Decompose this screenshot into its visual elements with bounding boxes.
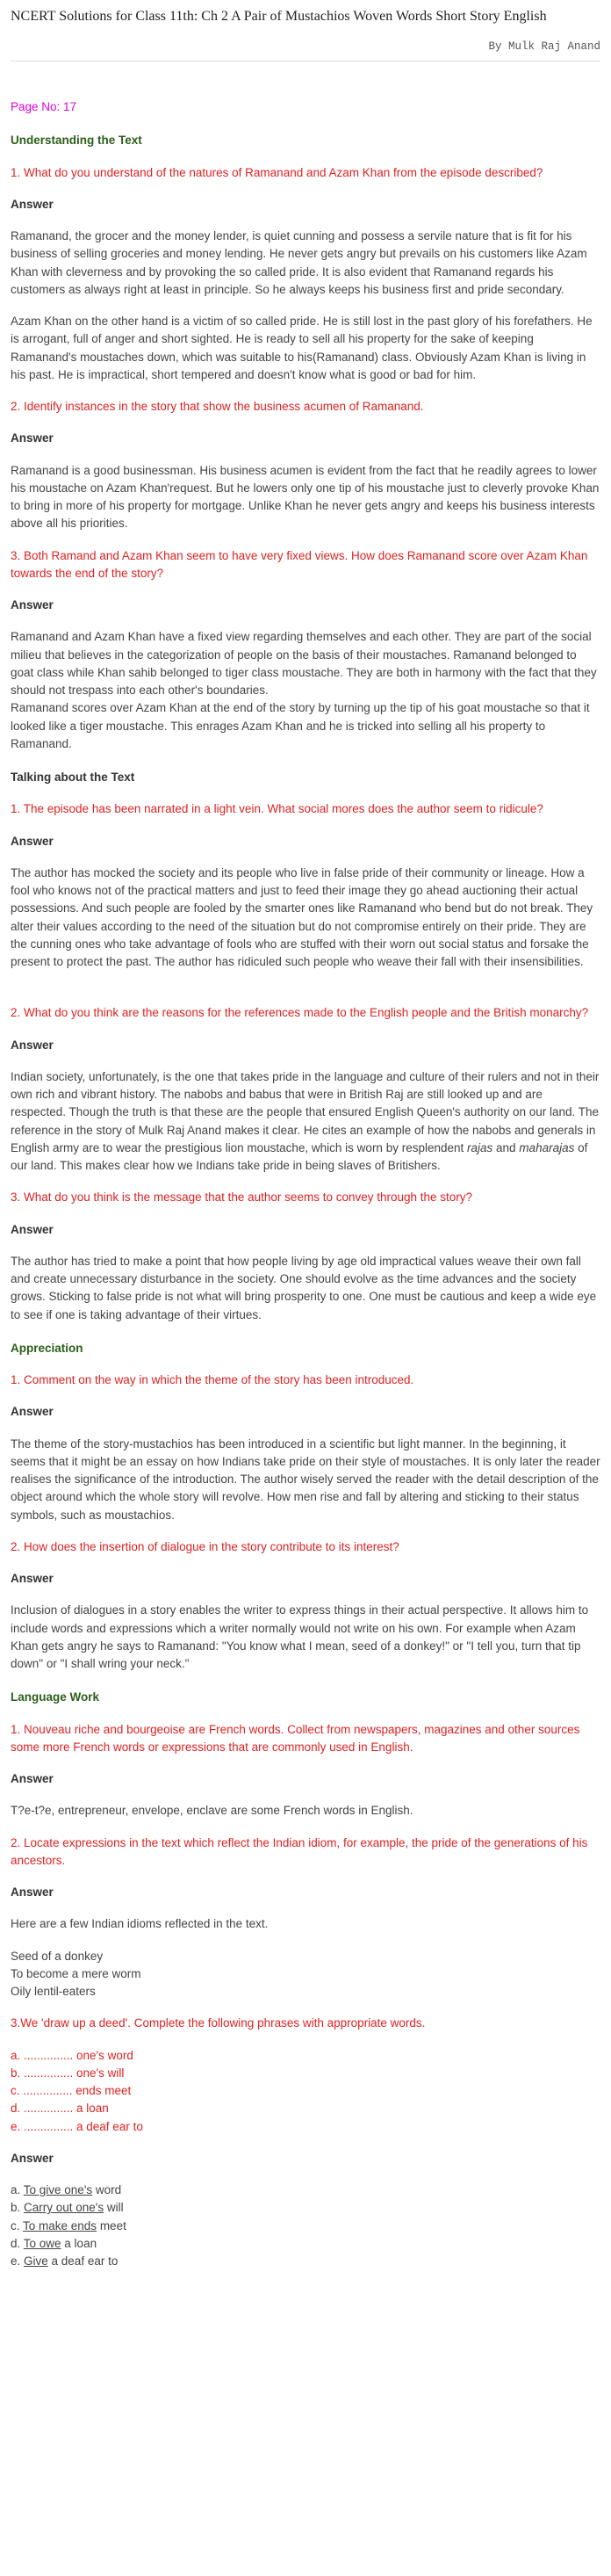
answer-paragraph: Ramanand is a good businessman. His business acumen is evident from the fact that he readily agrees to lower his moustache on Azam Khan'request. But he lowers only one tip of his moustache just to cleverly provoke Khan to bring in more of his property for mortgage. Unlike Khan he never gets angry and keeps his business interests above all his priorities.: [11, 463, 600, 531]
answer-text: Indian society, unfortunately, is the one that takes pride in the language and culture of their rulers and not in their own rich and vibrant history. The nabobs and babus that were in British Raj are still looked up and are respected. Though the truth is that these are the people that ensured English Queen's authority on our land. The reference in the story of Mulk Raj Anand makes it clear. He cites an example of how the nabobs and generals in English army are to wear the prestigious lion moustache, which is worn by resplendent: [11, 1069, 600, 1154]
list-item: [11, 2199, 600, 2217]
question: 2. What do you think are the reasons for the references made to the English people and the British monarchy?: [11, 1006, 589, 1020]
list-item: e. ............... a deaf ear to: [11, 2119, 143, 2133]
spacer: [11, 971, 600, 990]
answer-label: Answer: [11, 1572, 54, 1586]
list-item: To become a mere worm: [11, 1966, 141, 1980]
italic-term: maharajas: [519, 1140, 575, 1154]
question: 1. What do you understand of the natures of Ramanand and Azam Khan from the episode described?: [11, 165, 543, 179]
answer-text: of our land. This makes clear how we Indians take pride in being slaves of Britishers.: [11, 1140, 588, 1173]
underlined-answer: To give one's: [23, 2183, 93, 2197]
answer-paragraph: Azam Khan on the other hand is a victim of so called pride. He is still lost in the past glory of his forefathers. He is arrogant, full of anger and short sighted. He is ready to sell all his property for the sake of keeping Ramanand's moustaches down, which was suitable to his(Ramanand) class. Obviously Azam Khan is living in his past. He is impractical, short tempered and doesn't know what is good or bad for him.: [11, 315, 593, 381]
answer-paragraph: The author has tried to make a point that how people living by age old impractical values weave their own fall and create unnecessary disturbance in the society. One should evolve as the time advances and the society grows. Sticking to false pride is not what will bring prosperity to one. One must be cautious and keep a wide eye to see if one is taking advantage of their virtues.: [11, 1254, 597, 1321]
item-prefix: a.: [11, 2183, 24, 2197]
section-heading-language-work: Language Work: [11, 1690, 100, 1704]
answer-paragraph: Inclusion of dialogues in a story enables the writer to express things in their actual perspective. It allows him to include words and expressions which a writer normally would not write on his own. For example when Azam Khan gets angry he says to Ramanand: "You know what I mean, seed of a donkey!" or "I tell you, turn that tip down" or "I shall wring your neck.": [11, 1603, 589, 1671]
answer-label: Answer: [11, 1885, 54, 1899]
answer-label: Answer: [11, 1222, 54, 1236]
list-item: [11, 2218, 600, 2235]
item-rest: will: [104, 2201, 124, 2215]
item-prefix: c.: [11, 2218, 24, 2232]
answer-paragraph: Ramanand, the grocer and the money lender, is quiet cunning and possess a servile nature that is fit for his business of selling groceries and money lending. He never gets angry but prevails on his customers like Azam Khan with cleverness and by provoking the so called pride. It is also evident that Ramanand regards his customers as always right at least in principle. So he always keeps his business first and pride secondary.: [11, 229, 587, 296]
list-item: a. ............... one's word: [11, 2048, 133, 2062]
item-rest: a deaf ear to: [47, 2254, 119, 2268]
page-number: Page No: 17: [11, 100, 77, 114]
answer-text: and: [492, 1140, 520, 1154]
list-item: [11, 2253, 600, 2270]
answer-paragraph: Ramanand scores over Azam Khan at the end of the story by turning up the tip of his goat moustache so that it looked like a tiger moustache. This enrages Azam Khan and he is tricked into selling all his property to Ramanand.: [11, 701, 590, 750]
answer-label: Answer: [11, 2151, 54, 2165]
question: 3. Both Ramand and Azam Khan seem to have very fixed views. How does Ramanand score over Azam Khan towards the end of the story?: [11, 548, 588, 580]
question: 1. The episode has been narrated in a light vein. What social mores does the author seem to ridicule?: [11, 802, 543, 816]
list-item: d. ............... a loan: [11, 2102, 109, 2116]
section-heading-appreciation: Appreciation: [11, 1341, 83, 1355]
underlined-answer: Give: [24, 2254, 48, 2268]
list-item: b. ............... one's will: [11, 2066, 125, 2080]
italic-term: rajas: [467, 1140, 493, 1154]
item-rest: word: [92, 2183, 122, 2197]
answer-paragraph: Ramanand and Azam Khan have a fixed view regarding themselves and each other. They are part of the social milieu that believes in the categorization of people on the basis of their moustaches. Ramanand belonged to goat class while Khan sahib belonged to tiger class moustache. They are both in harmony with the fact that they should not trespass into each other's boundaries.: [11, 630, 597, 698]
answer-label: Answer: [11, 1405, 54, 1419]
item-prefix: d.: [11, 2236, 24, 2250]
answer-label: Answer: [11, 834, 54, 848]
underlined-answer: Carry out one's: [24, 2201, 104, 2215]
answer-paragraph: The theme of the story-mustachios has been introduced in a scientific but light manner. In the beginning, it seems that it might be an essay on how Indians take pride on their style of moustaches. It is only later the reader realises the significance of the introduction. The author wisely served the reader with the detail description of the object around which the whole story will revolve. How men rise and fall by altering and sticking to their status symbols, such as moustachios.: [11, 1436, 600, 1522]
idiom-list: [11, 1948, 600, 2001]
answer-label: Answer: [11, 1038, 54, 1052]
underlined-answer: To make ends: [23, 2218, 97, 2232]
item-prefix: b.: [11, 2201, 25, 2215]
section-heading-understanding: Understanding the Text: [11, 134, 142, 148]
question: 3.We 'draw up a deed'. Complete the following phrases with appropriate words.: [11, 2016, 426, 2030]
answer-label: Answer: [11, 197, 54, 211]
answer-paragraph: [11, 1068, 600, 1176]
item-rest: a loan: [61, 2236, 97, 2250]
question: 1. Comment on the way in which the theme of the story has been introduced.: [11, 1373, 414, 1387]
phrase-list: [11, 2047, 600, 2136]
question: 2. Locate expressions in the text which reflect the Indian idiom, for example, the pride of the generations of his ancestors.: [11, 1835, 588, 1867]
answer-list: [11, 2182, 600, 2270]
item-rest: meet: [97, 2218, 126, 2232]
list-item: [11, 2235, 600, 2253]
question: 3. What do you think is the message that the author seems to convey through the story?: [11, 1190, 473, 1205]
question: 1. Nouveau riche and bourgeoise are French words. Collect from newspapers, magazines and other sources some more French words or expressions that are commonly used in English.: [11, 1722, 580, 1754]
list-item: [11, 2182, 600, 2199]
list-item: c. ............... ends meet: [11, 2084, 132, 2098]
underlined-answer: To owe: [23, 2236, 61, 2250]
answer-label: Answer: [11, 431, 54, 445]
answer-label: Answer: [11, 1772, 54, 1786]
answer-label: Answer: [11, 598, 54, 612]
list-item: Seed of a donkey: [11, 1949, 104, 1963]
answer-paragraph: The author has mocked the society and its people who live in false pride of their community or lineage. How a fool who knows not of the practical matters and just to feed their image they go ahead auctioning their actual possessions. And such people are fooled by the smarter ones like Ramanand who bend but do not break. They alter their values according to the need of the situation but do not compromise entirely on their pride. They are the cunning ones who take advantage of fools who are stuffed with their worn out social status and forsake the present to protect the past. The author has ridiculed such people who weave their fall with their insensibilities.: [11, 865, 593, 969]
answer-paragraph: T?e-t?e, entrepreneur, envelope, enclave are some French words in English.: [11, 1804, 413, 1818]
page-title: NCERT Solutions for Class 11th: Ch 2 A Pair of Mustachios Woven Words Short Story English: [11, 9, 547, 24]
answer-paragraph: Here are a few Indian idioms reflected in the text.: [11, 1917, 269, 1931]
question: 2. Identify instances in the story that show the business acumen of Ramanand.: [11, 400, 424, 414]
item-prefix: e.: [11, 2254, 25, 2268]
title-divider: [11, 61, 600, 62]
author-byline: By Mulk Raj Anand: [488, 40, 600, 54]
list-item: Oily lentil-eaters: [11, 1985, 96, 1999]
question: 2. How does the insertion of dialogue in the story contribute to its interest?: [11, 1539, 399, 1553]
section-heading-talking: Talking about the Text: [11, 771, 135, 785]
